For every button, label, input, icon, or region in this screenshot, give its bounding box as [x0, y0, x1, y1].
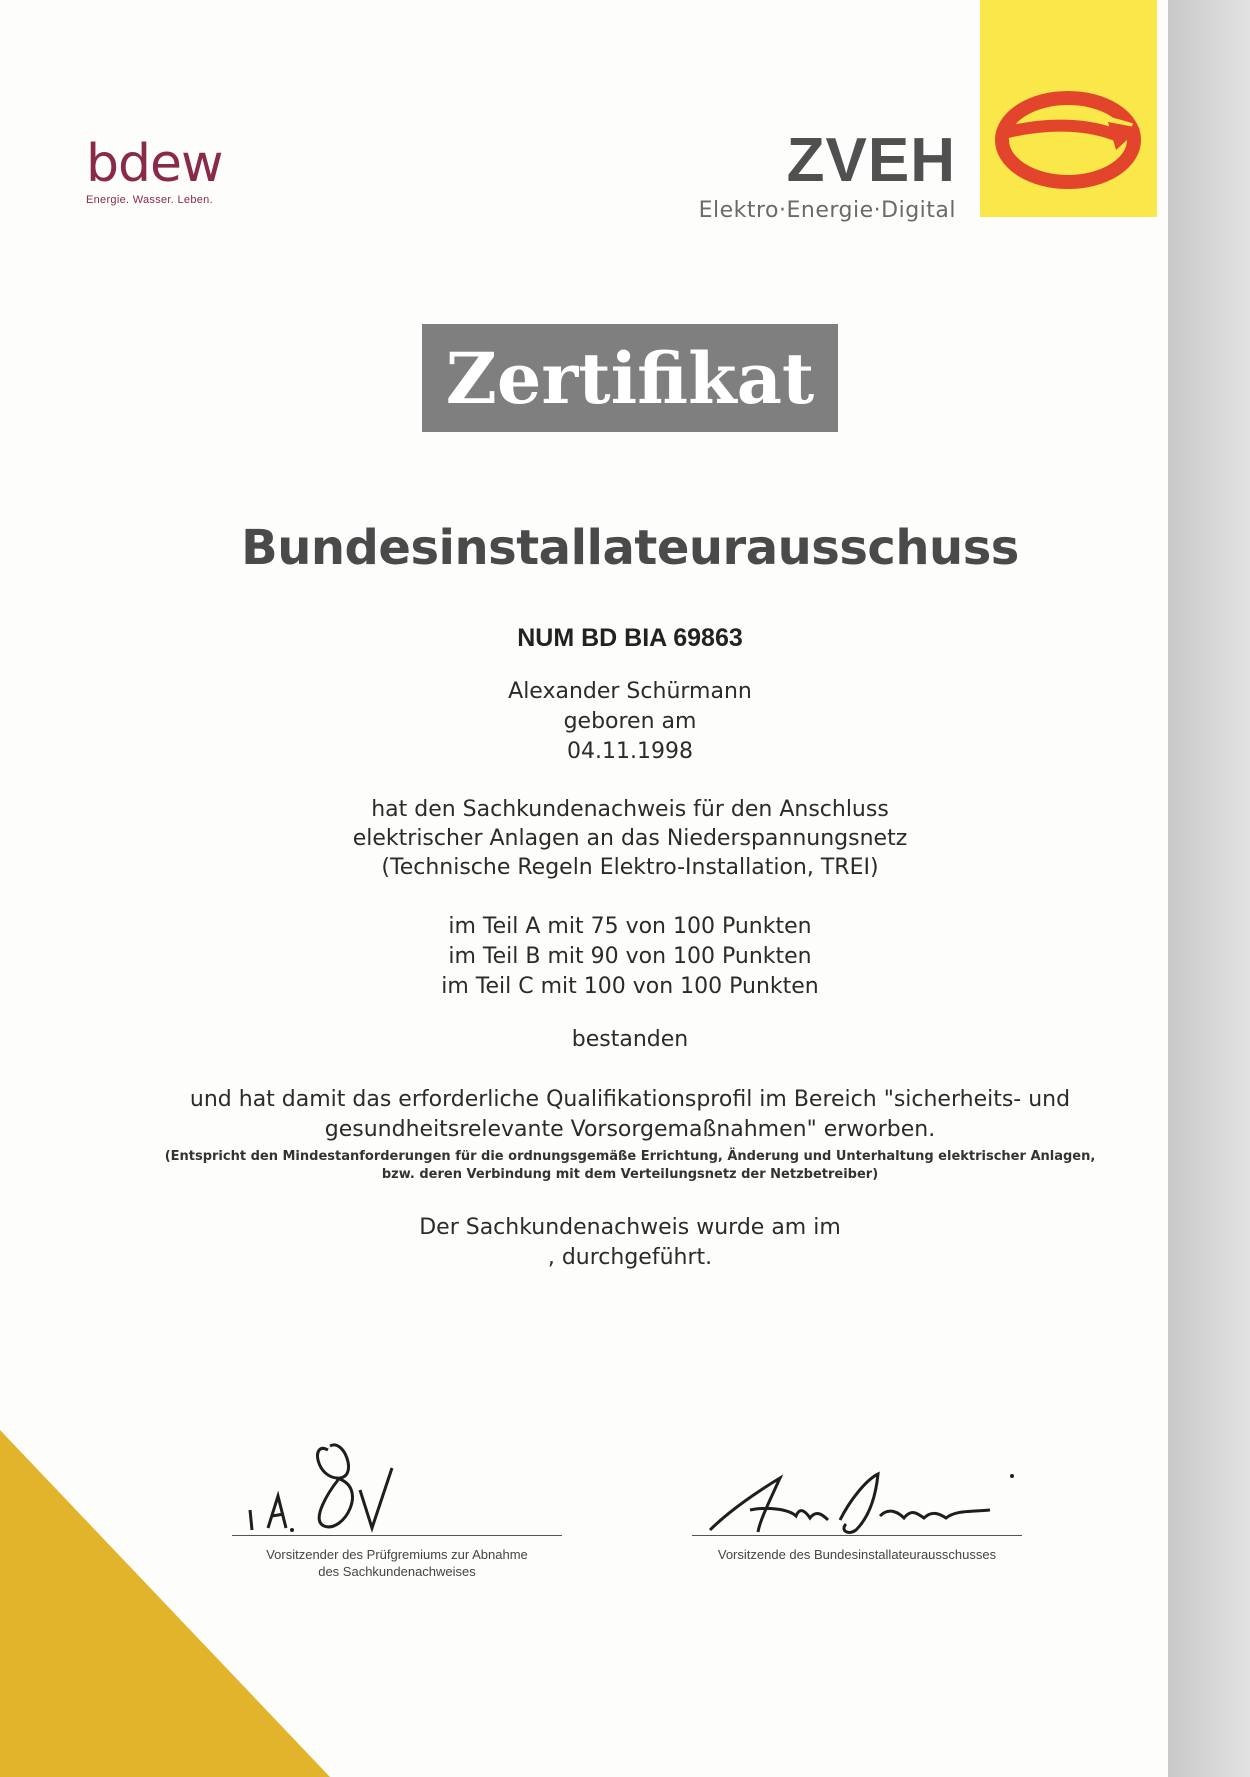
footnote-block: [120, 1148, 1140, 1184]
footnote-line: bzw. deren Verbindung mit dem Verteilungsnetz der Netzbetreiber): [381, 1167, 879, 1182]
bdew-logo-wordmark: bdew: [86, 134, 223, 194]
holder-block: [120, 677, 1140, 767]
conducted-block: [120, 1213, 1140, 1273]
footnote-line: (Entspricht den Mindestanforderungen für die ordnungsgemäße Errichtung, Änderung und Unterhaltung elektrischer Anlagen,: [164, 1149, 1096, 1164]
holder-name: Alexander Schürmann: [508, 679, 752, 704]
qualification-line: gesundheitsrelevante Vorsorgemaßnahmen" erworben.: [324, 1117, 936, 1142]
score-part-a: im Teil A mit 75 von 100 Punkten: [448, 914, 812, 939]
statement-line: elektrischer Anlagen an das Niederspannungsnetz: [352, 826, 908, 851]
committee-title: Bundesinstallateurausschuss: [241, 520, 1019, 576]
zveh-logo-wordmark: ZVEH: [786, 126, 956, 195]
right-signature-caption-line: Vorsitzende des Bundesinstallateurausschusses: [717, 1547, 997, 1562]
result-text: bestanden: [571, 1027, 689, 1052]
zveh-logo-tagline: Elektro·Energie·Digital: [698, 198, 956, 223]
conducted-line: Der Sachkundenachweis wurde am im: [419, 1215, 841, 1240]
statement-block: [120, 795, 1140, 882]
background-edge: [1168, 0, 1250, 1777]
zveh-logo: [640, 126, 956, 223]
left-signature: [240, 1430, 440, 1540]
qualification-line: und hat damit das erforderliche Qualifikationsprofil im Bereich "sicherheits- und: [189, 1087, 1071, 1112]
birth-date: 04.11.1998: [567, 739, 693, 764]
certificate-heading: Zertifikat: [422, 324, 838, 432]
left-signature-line: [232, 1535, 562, 1536]
right-signature-line: [692, 1535, 1022, 1536]
left-signature-caption-line: des Sachkundenachweises: [318, 1564, 476, 1579]
scores-block: [120, 912, 1140, 1002]
statement-line: hat den Sachkundenachweis für den Anschluss: [371, 797, 889, 822]
bdew-logo: [86, 134, 223, 206]
right-signature: [700, 1470, 1020, 1540]
left-signature-caption-line: Vorsitzender des Prüfgremiums zur Abnahme: [266, 1547, 528, 1562]
right-signature-caption: [692, 1546, 1022, 1563]
zveh-e-mark-icon: [980, 0, 1157, 217]
score-part-b: im Teil B mit 90 von 100 Punkten: [448, 944, 812, 969]
certificate-number: NUM BD BIA 69863: [517, 624, 743, 652]
conducted-line: , durchgeführt.: [547, 1245, 713, 1270]
left-signature-caption: [232, 1546, 562, 1580]
score-part-c: im Teil C mit 100 von 100 Punkten: [441, 974, 819, 999]
bdew-logo-tagline: Energie. Wasser. Leben.: [86, 194, 213, 206]
born-label: geboren am: [563, 709, 697, 734]
statement-line: (Technische Regeln Elektro-Installation, TREI): [381, 855, 879, 880]
qualification-block: [120, 1085, 1140, 1145]
